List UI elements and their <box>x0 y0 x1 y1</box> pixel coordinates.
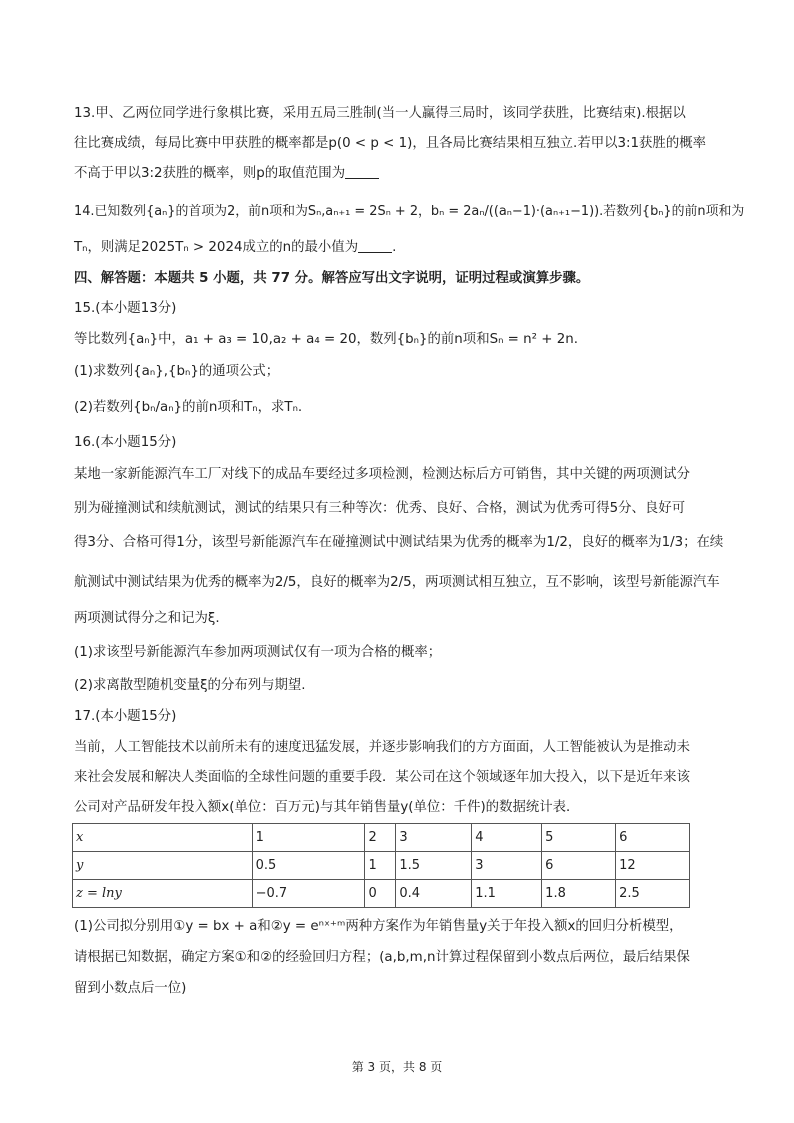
q14-period: . <box>392 240 397 255</box>
q14-line2-text: Tₙ，则满足2025Tₙ > 2024成立的n的最小值为 <box>74 240 359 255</box>
q17-part1-line3: 留到小数点后一位) <box>74 981 187 996</box>
table-cell: 3 <box>472 852 542 880</box>
table-cell: 0 <box>365 880 396 908</box>
table-cell: y <box>73 852 253 880</box>
q14-line2 <box>74 238 730 258</box>
table-cell: −0.7 <box>252 880 365 908</box>
table-cell: 1 <box>252 824 365 852</box>
table-cell: 1.1 <box>472 880 542 908</box>
q16-line1: 某地一家新能源汽车工厂对线下的成品车要经过多项检测，检测达标后方可销售，其中关键的两项测试分 <box>74 467 690 482</box>
q17-line1: 当前，人工智能技术以前所未有的速度迅猛发展，并逐步影响我们的方方面面，人工智能被认为是推动未 <box>74 740 690 755</box>
q15-part2: (2)若数列{bₙ/aₙ}的前n项和Tₙ，求Tₙ. <box>74 400 303 415</box>
answer-blank <box>358 238 392 253</box>
section-heading: 四、解答题：本题共 5 小题，共 77 分。解答应写出文字说明，证明过程或演算步骤。 <box>74 271 590 286</box>
q13-line3-text: 不高于甲以3:2获胜的概率，则p的取值范围为 <box>74 166 346 181</box>
q16-line3: 得3分、合格可得1分，该型号新能源汽车在碰撞测试中测试结果为优秀的概率为1/2，良好的概率为1/3；在续 <box>74 535 724 550</box>
q13-line2: 往比赛成绩，每局比赛中甲获胜的概率都是p(0 < p < 1)，且各局比赛结果相互独立.若甲以3:1获胜的概率 <box>74 136 706 151</box>
table-cell: 2 <box>365 824 396 852</box>
q16-line2: 别为碰撞测试和续航测试，测试的结果只有三种等次：优秀、良好、合格，测试为优秀可得5分、良好可 <box>74 501 686 516</box>
q14-line1: 14.已知数列{aₙ}的首项为2，前n项和为Sₙ,aₙ₊₁ = 2Sₙ + 2，bₙ = 2aₙ/((aₙ−1)·(aₙ₊₁−1)).若数列{bₙ}的前n项和为 <box>74 204 745 219</box>
q16-part2: (2)求离散型随机变量ξ的分布列与期望. <box>74 678 306 693</box>
table-cell: x <box>73 824 253 852</box>
table-cell: 2.5 <box>616 880 690 908</box>
q17-part1-line1: (1)公司拟分别用①y = bx + a和②y = eⁿˣ⁺ᵐ两种方案作为年销售量y关于年投入额x的回归分析模型， <box>74 919 683 934</box>
table-cell: 1 <box>365 852 396 880</box>
q16-line4: 航测试中测试结果为优秀的概率为2/5，良好的概率为2/5，两项测试相互独立，互不影响，该型号新能源汽车 <box>74 575 720 590</box>
table-cell: 0.5 <box>252 852 365 880</box>
q13-line1: 13.甲、乙两位同学进行象棋比赛，采用五局三胜制(当一人赢得三局时，该同学获胜，比赛结束).根据以 <box>74 106 686 121</box>
table-row <box>73 824 690 852</box>
data-table <box>72 823 690 908</box>
table-row <box>73 880 690 908</box>
answer-blank <box>345 164 379 179</box>
q15-header: 15.(本小题13分) <box>74 301 177 316</box>
table-cell: 4 <box>472 824 542 852</box>
table-cell: 6 <box>616 824 690 852</box>
q17-part1-line2: 请根据已知数据，确定方案①和②的经验回归方程；(a,b,m,n计算过程保留到小数点后两位，最后结果保 <box>74 950 690 965</box>
q17-line3: 公司对产品研发年投入额x(单位：百万元)与其年销售量y(单位：千件)的数据统计表． <box>74 800 580 815</box>
table-cell: 12 <box>616 852 690 880</box>
table-cell: 3 <box>396 824 472 852</box>
table-cell: 6 <box>542 852 616 880</box>
table-cell: 1.5 <box>396 852 472 880</box>
q15-stem: 等比数列{aₙ}中，a₁ + a₃ = 10,a₂ + a₄ = 20，数列{bₙ}的前n项和Sₙ = n² + 2n. <box>74 332 578 347</box>
q13-line3 <box>74 164 730 184</box>
q15-part1: (1)求数列{aₙ},{bₙ}的通项公式； <box>74 364 280 379</box>
table-cell: z = lny <box>73 880 253 908</box>
table-cell: 0.4 <box>396 880 472 908</box>
q16-line5: 两项测试得分之和记为ξ. <box>74 611 220 626</box>
q16-part1: (1)求该型号新能源汽车参加两项测试仅有一项为合格的概率； <box>74 645 442 660</box>
table-row <box>73 852 690 880</box>
q17-header: 17.(本小题15分) <box>74 709 177 724</box>
table-cell: 5 <box>542 824 616 852</box>
q16-header: 16.(本小题15分) <box>74 435 177 450</box>
q17-line2: 来社会发展和解决人类面临的全球性问题的重要手段．某公司在这个领域逐年加大投入，以下是近年来该 <box>74 770 690 785</box>
table-cell: 1.8 <box>542 880 616 908</box>
page-footer: 第 3 页，共 8 页 <box>351 1060 443 1074</box>
